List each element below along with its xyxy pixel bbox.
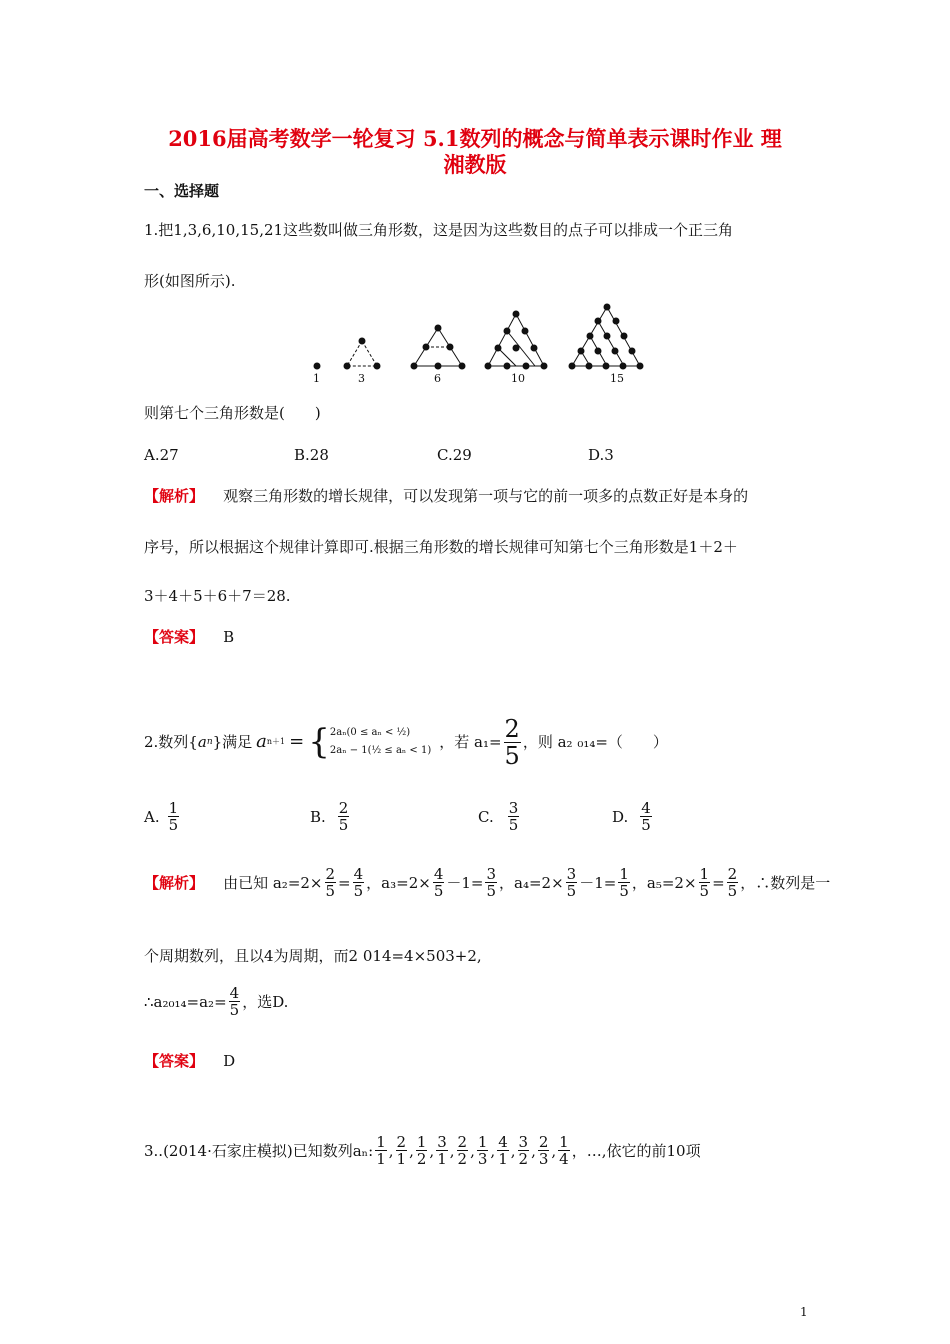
- figure-label: 6: [434, 372, 441, 385]
- q2-analysis1: 【解析】 由已知 a₂=2× $\frac{2}{5}$ = $\frac{4}{5}$ ，a₃=2× $\frac{4}{5}$ －1= $\frac{3}{5}$ ，a₄=2× $\frac{3}{5}$ －1= $\frac{1}{5}$ ，a₅=2× $\frac{1}{5}$ = $\frac{2}{5}$ ，∴数列是一: [144, 865, 831, 900]
- q1-option-b: B.28: [294, 446, 329, 464]
- brace-icon: {: [308, 722, 330, 762]
- q1-option-d: D.3: [588, 446, 614, 464]
- q1-line2: 形(如图所示).: [144, 272, 236, 290]
- triangular-numbers-figure: [300, 300, 650, 390]
- piecewise-cases: 2aₙ(0 ≤ aₙ < ½) 2aₙ − 1(½ ≤ aₙ < 1): [329, 727, 432, 756]
- q1-prompt: 则第七个三角形数是( ): [144, 404, 321, 422]
- figure-label: 10: [511, 372, 525, 385]
- sequence-term: $\frac{3}{1}$: [437, 1133, 447, 1168]
- q3-stem: 3..(2014·石家庄模拟)已知数列aₙ: $\frac{1}{1}$ , $\frac{2}{1}$ , $\frac{1}{2}$ , $\frac{3}{1}$ , $\frac{2}{2}$ , $\frac{1}{3}$ , $\frac{4}{1}$ , $\frac{3}{2}$ , $\frac{2}{3}$ , $\frac{1}{4}$ ，…,依它的前10项: [144, 1133, 701, 1168]
- doc-title-line2: 湘教版: [443, 152, 507, 177]
- sequence-term: $\frac{2}{3}$: [538, 1133, 549, 1168]
- q2-option-a: A. $\frac{1}{5}$: [144, 799, 179, 834]
- sequence-term: $\frac{1}{4}$: [559, 1133, 569, 1168]
- q2-answer: D: [223, 1052, 236, 1070]
- sequence-term: $\frac{1}{3}$: [477, 1133, 488, 1168]
- sequence-term: $\frac{1}{2}$: [416, 1133, 427, 1168]
- q2-analysis2: 个周期数列，且以4为周期，而2 014=4×503+2,: [144, 947, 482, 965]
- doc-title-line1: 2016届高考数学一轮复习 5.1数列的概念与简单表示课时作业 理: [168, 126, 782, 151]
- sequence-term: $\frac{2}{1}$: [396, 1133, 407, 1168]
- sequence-term: $\frac{1}{1}$: [376, 1133, 386, 1168]
- q1-line1: 1.把1,3,6,10,15,21这些数叫做三角形数，这是因为这些数目的点子可以排成一个正三角: [144, 221, 734, 239]
- q2-option-d: D. $\frac{4}{5}$: [612, 799, 651, 834]
- answer-tag: 【答案】: [144, 1052, 205, 1070]
- sequence-term: $\frac{2}{2}$: [457, 1133, 468, 1168]
- q2-stem: 2.数列{ a n }满足 a n＋1 = { 2aₙ(0 ≤ aₙ < ½) 2aₙ − 1(½ ≤ aₙ < 1) ，若 a₁= $\frac{2}{5}$ ，则 a₂ ₀₁₄=（ ）: [144, 714, 668, 770]
- q2-analysis3: ∴a₂₀₁₄=a₂= $\frac{4}{5}$ ，选D.: [144, 984, 289, 1019]
- figure-label: 1: [313, 372, 320, 385]
- page-number: 1: [800, 1305, 808, 1319]
- figure-label: 15: [610, 372, 624, 385]
- q1-answer: B: [223, 628, 235, 646]
- answer-tag: 【答案】: [144, 628, 205, 646]
- q1-analysis1: 观察三角形数的增长规律，可以发现第一项与它的前一项多的点数正好是本身的: [223, 487, 749, 505]
- q2-option-c: C. $\frac{3}{5}$: [478, 799, 519, 834]
- q1-option-c: C.29: [437, 446, 472, 464]
- dot: [314, 363, 320, 369]
- q1-analysis3: 3＋4＋5＋6＋7＝28.: [144, 587, 291, 605]
- q3-fraction-list: $\frac{1}{1}$ , $\frac{2}{1}$ , $\frac{1}{2}$ , $\frac{3}{1}$ , $\frac{2}{2}$ , $\frac{1}{3}$ , $\frac{4}{1}$ , $\frac{3}{2}$ , $\frac{2}{3}$ , $\frac{1}{4}$: [376, 1133, 569, 1168]
- q1-analysis2: 序号，所以根据这个规律计算即可.根据三角形数的增长规律可知第七个三角形数是1＋2＋: [144, 538, 738, 556]
- section-heading: 一、选择题: [144, 182, 220, 200]
- q1-option-a: A.27: [144, 446, 179, 464]
- analysis-tag: 【解析】: [144, 487, 205, 505]
- q2-option-b: B. $\frac{2}{5}$: [310, 799, 349, 834]
- figure-label: 3: [358, 372, 365, 385]
- sequence-term: $\frac{3}{2}$: [518, 1133, 529, 1168]
- sequence-term: $\frac{4}{1}$: [498, 1133, 508, 1168]
